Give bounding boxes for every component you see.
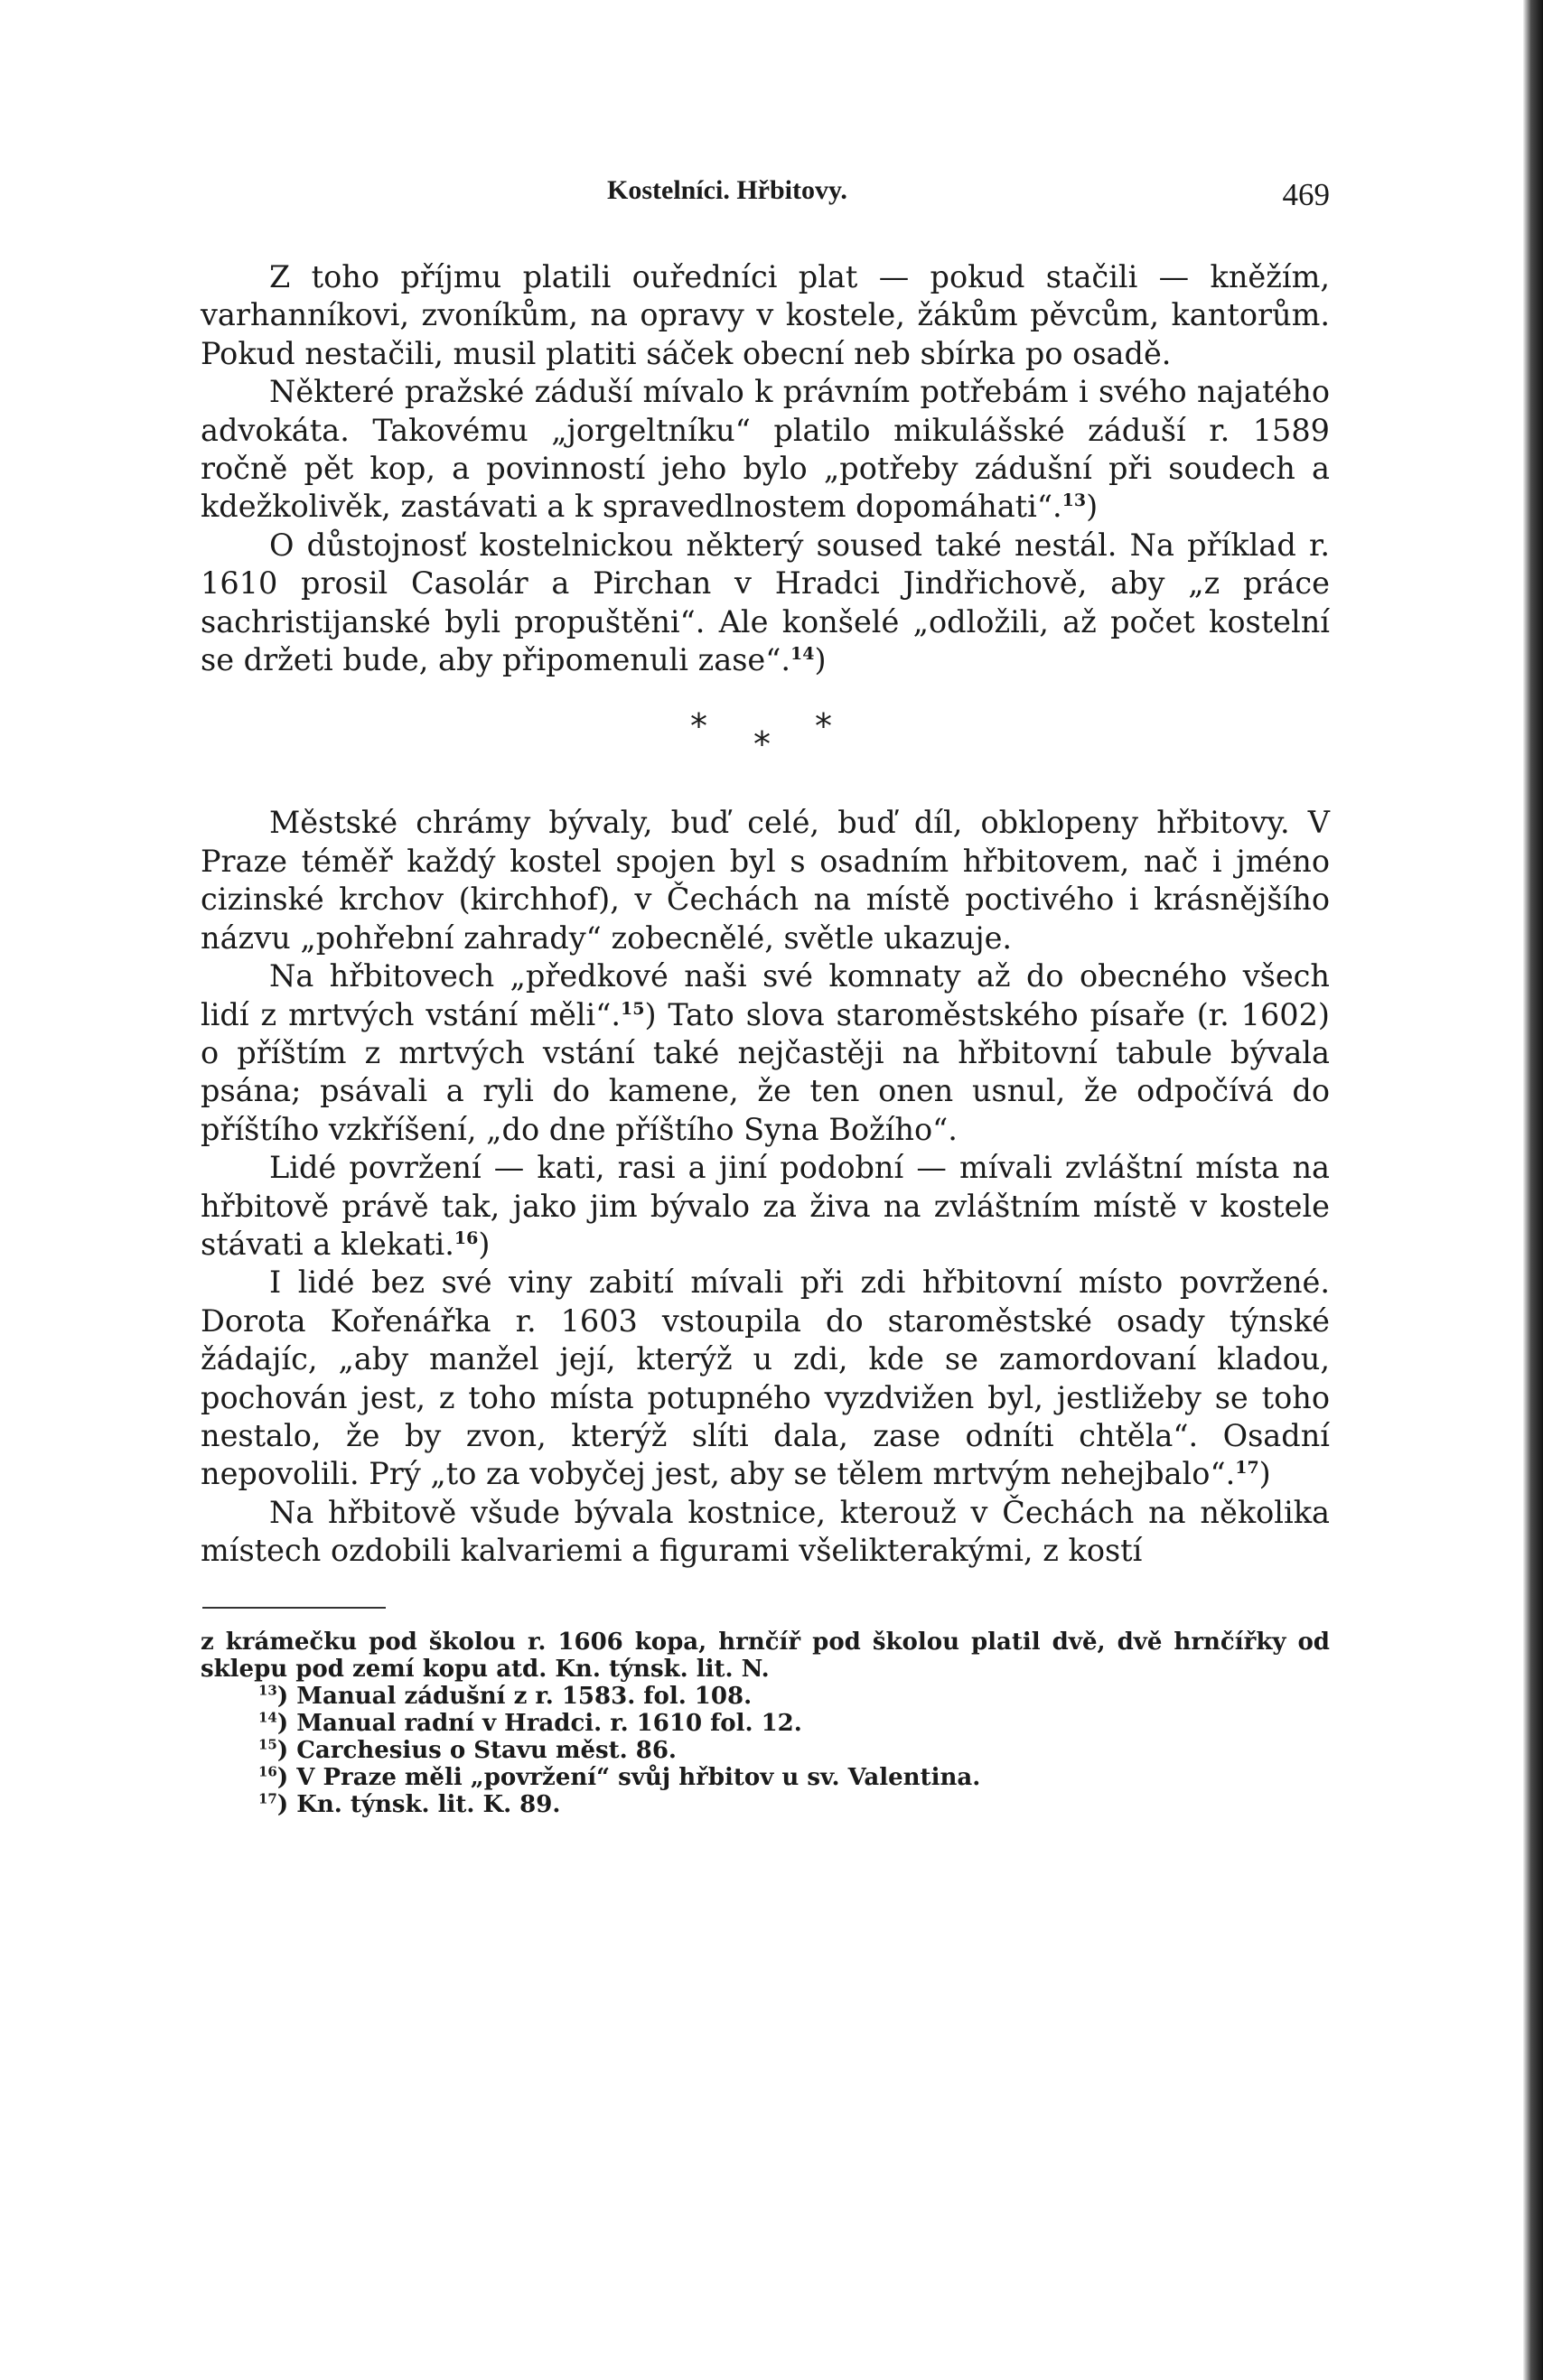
section-separator: [201, 708, 1330, 771]
asterisk-middle: *: [753, 724, 807, 765]
page-number: 469: [1282, 177, 1330, 212]
paragraph-8: Na hřbitově všude bývala kostnice, kterouž v Čechách na několika místech ozdobili kalvariemi a figurami všelikterakými, z kostí: [201, 1494, 1330, 1569]
running-title: Kostelníci. Hřbitovy.: [607, 175, 847, 205]
paragraph-7-text: I lidé bez své viny zabití mívali při zdi hřbitovní místo povržené. Dorota Kořenářka r. 1603 vstoupila do staroměstské osady týnské žádajíc, „aby manžel její, kterýž u zdi, kde se zamordovaní kladou, pochován jest, z toho místa potupného vyzdvižen byl, jestližeby se toho nestalo, že by zvon, kterýž slíti dala, zase odníti chtěla“. Osadní nepovolili. Prý „to za vobyčej jest, aby se tělem mrtvým nehejbalo“.: [201, 1265, 1330, 1492]
footnote-ref-17: 17: [1235, 1458, 1259, 1479]
paragraph-5: [201, 957, 1330, 1149]
body-text: [201, 258, 1330, 1571]
footnote-17-number: 17: [258, 1789, 277, 1806]
footnote-15: [258, 1737, 1330, 1764]
footnote-continuation: z krámečku pod školou r. 1606 kopa, hrnčíř pod školou platil dvě, dvě hrnčířky od sklepu pod zemí kopu atd. Kn. týnsk. lit. N.: [201, 1628, 1330, 1683]
footnote-16-text: ) V Praze měli „povržení“ svůj hřbitov u sv. Valentina.: [276, 1763, 981, 1791]
scan-edge: [1523, 0, 1543, 2380]
footnote-ref-15: 15: [620, 998, 645, 1019]
footnote-ref-16: 16: [454, 1227, 479, 1248]
paragraph-1: Z toho příjmu platili ouředníci plat — pokud stačili — kněžím, varhanníkovi, zvoníkům, na opravy v kostele, žákům pěvcům, kantorům. Pokud nestačili, musil platiti sáček obecní neb sbírka po osadě.: [201, 259, 1330, 371]
footnote-ref-14: 14: [790, 643, 815, 664]
paragraph-2-tail: ): [1086, 489, 1099, 525]
footnote-13-number: 13: [258, 1681, 277, 1698]
paragraph-6-text: Lidé povržení — kati, rasi a jiní podobní — mívali zvláštní místa na hřbitově právě tak, jako jim bývalo za živa na zvláštním místě v kostele stávati a klekati.: [201, 1150, 1330, 1262]
footnote-16-number: 16: [258, 1762, 277, 1779]
paragraph-2-text: Některé pražské záduší mívalo k právním potřebám i svého najatého advokáta. Takovému „jorgeltníku“ platilo mikulášské záduší r. 1589 ročně pět kop, a povinností jeho bylo „potřeby zádušní při soudech a kdežkolivěk, zastávati a k spravedlnostem dopomáhati“.: [201, 374, 1330, 525]
footnote-13-text: ) Manual zádušní z r. 1583. fol. 108.: [276, 1682, 753, 1710]
paragraph-4: Městské chrámy bývaly, buď celé, buď díl, obklopeny hřbitovy. V Praze téměř každý kostel spojen byl s osadním hřbitovem, nač i jméno cizinské krchov (kirchhof), v Čechách na místě poctivého i krásnějšího názvu „pohřební zahrady“ zobecnělé, světle ukazuje.: [201, 805, 1330, 956]
paragraph-6: [201, 1149, 1330, 1264]
book-page: [201, 163, 1330, 1818]
paragraph-5-text-a: Na hřbitovech „předkové naši své komnaty až do obecného všech lidí z mrtvých vstání měli“.: [201, 958, 1330, 1032]
footnote-17-text: ) Kn. týnsk. lit. K. 89.: [276, 1790, 561, 1818]
paragraph-6-tail: ): [478, 1226, 491, 1262]
footnote-14-text: ) Manual radní v Hradci. r. 1610 fol. 12.: [276, 1709, 802, 1737]
paragraph-3: [201, 527, 1330, 680]
asterisk-left: *: [690, 706, 743, 747]
footnotes: [201, 1629, 1330, 1818]
footnote-ref-13: 13: [1061, 490, 1087, 511]
footnote-13: [258, 1683, 1330, 1710]
footnote-14: [258, 1710, 1330, 1737]
paragraph-3-text: O důstojnosť kostelnickou některý soused také nestál. Na příklad r. 1610 prosil Casolár a Pirchan v Hradci Jindřichově, aby „z práce sachristijanské byli propuštěni“. Ale konšelé „odložili, až počet kostelní se držeti bude, aby připomenuli zase“.: [201, 527, 1330, 678]
footnote-15-text: ) Carchesius o Stavu měst. 86.: [276, 1736, 677, 1764]
footnote-15-number: 15: [258, 1735, 277, 1752]
footnote-17: [258, 1791, 1330, 1818]
footnote-rule: [202, 1607, 386, 1609]
footnote-16: [258, 1764, 1330, 1791]
paragraph-2: [201, 373, 1330, 527]
asterisk-right: *: [815, 706, 868, 747]
paragraph-7-tail: ): [1258, 1456, 1271, 1492]
paragraph-7: [201, 1264, 1330, 1493]
running-head: [201, 163, 1330, 217]
paragraph-3-tail: ): [814, 642, 827, 678]
paragraph-5-text-b: ) Tato slova staroměstského písaře (r. 1602) o příštím z mrtvých vstání také nejčastěji na hřbitovní tabule bývala psána; psávali a ryli do kamene, že ten onen usnul, že odpočívá do příštího vzkříšení, „do dne příštího Syna Božího“.: [201, 996, 1330, 1147]
footnote-14-number: 14: [258, 1708, 277, 1725]
